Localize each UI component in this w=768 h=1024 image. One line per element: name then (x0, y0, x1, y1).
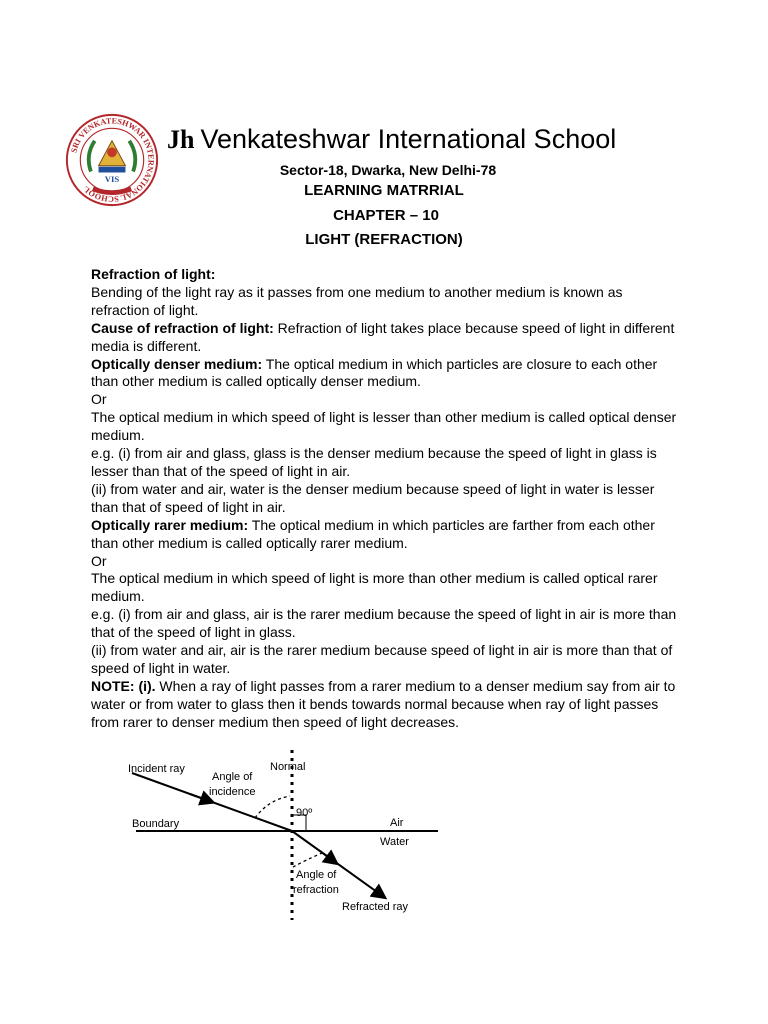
refraction-definition: Bending of the light ray as it passes from one medium to another medium is known as refraction of light. (91, 283, 623, 318)
rarer-label: Optically rarer medium: (91, 516, 249, 533)
denser-example-1: e.g. (i) from air and glass, glass is the denser medium because the speed of light in glass is lesser than that of the speed of light in air. (91, 445, 657, 479)
note-text: When a ray of light passes from a rarer medium to a denser medium say from air to water or from water to glass then it bends towards normal because when ray of light passes from rarer to denser medium then speed of light decreases. (91, 677, 676, 730)
refracted-ray-arrow (320, 851, 336, 863)
label-angle-of-incidence-1: Angle of (212, 771, 253, 783)
label-air: Air (390, 817, 404, 829)
school-title: Venkateshwar International School (200, 124, 617, 154)
label-angle-of-refraction-1: Angle of (296, 869, 337, 881)
label-angle-of-refraction-2: refraction (293, 884, 339, 896)
material-title: LEARNING MATRRIAL (304, 182, 464, 199)
denser-alt-definition: The optical medium in which speed of light is lesser than other medium is called optical denser medium. (91, 409, 677, 444)
cause-text: Refraction of light takes place because speed of light in different media is different. (91, 319, 675, 354)
label-incident-ray: Incident ray (128, 763, 185, 775)
label-normal: Normal (270, 761, 306, 773)
incidence-arc (255, 796, 290, 818)
denser-label: Optically denser medium: (91, 355, 263, 372)
chapter-title: CHAPTER – 10 (333, 207, 439, 224)
note-paragraph (91, 678, 681, 732)
cause-label: Cause of refraction of light: (91, 319, 274, 336)
label-angle-of-incidence-2: incidence (209, 786, 256, 798)
rarer-text: The optical medium in which particles are farther from each other than other medium is called optically rarer medium. (91, 516, 655, 551)
or-separator: Or (91, 552, 107, 569)
logo-initials: VIS (104, 174, 120, 185)
or-separator: Or (91, 391, 107, 408)
rarer-example-1: e.g. (i) from air and glass, air is the rarer medium because the speed of light in air is more than that of the speed of light in glass. (91, 606, 677, 641)
refraction-arc (293, 853, 322, 867)
rarer-example-2: (ii) from water and air, air is the rarer medium because speed of light in air is more than that of speed of light in water. (91, 642, 673, 676)
note-label: NOTE: (i). (91, 677, 156, 694)
cause-paragraph (91, 320, 681, 356)
label-water: Water (380, 836, 409, 848)
school-name (167, 124, 616, 155)
label-refracted-ray: Refracted ray (342, 901, 409, 913)
rarer-alt-definition: The optical medium in which speed of light is more than other medium is called optical rarer medium. (91, 570, 658, 605)
logo-ring-text: SRI VENKATESHWAR INTERNATIONAL SCHOOL (69, 116, 156, 204)
rarer-paragraph (91, 517, 681, 553)
school-address: Sector-18, Dwarka, New Delhi-78 (279, 162, 497, 178)
refraction-diagram (90, 740, 450, 930)
label-right-angle: 90º (296, 807, 313, 819)
denser-text: The optical medium in which particles are closure to each other than other medium is called optically denser medium. (91, 355, 658, 390)
body-text (91, 266, 681, 732)
denser-paragraph (91, 356, 681, 392)
denser-example-2: (ii) from water and air, water is the denser medium because speed of light in water is lesser than that of speed of light in air. (91, 480, 655, 515)
school-prefix: Jh (167, 125, 195, 154)
topic-title: LIGHT (REFRACTION) (305, 231, 463, 248)
refraction-heading: Refraction of light: (91, 266, 216, 282)
label-boundary: Boundary (132, 818, 180, 830)
